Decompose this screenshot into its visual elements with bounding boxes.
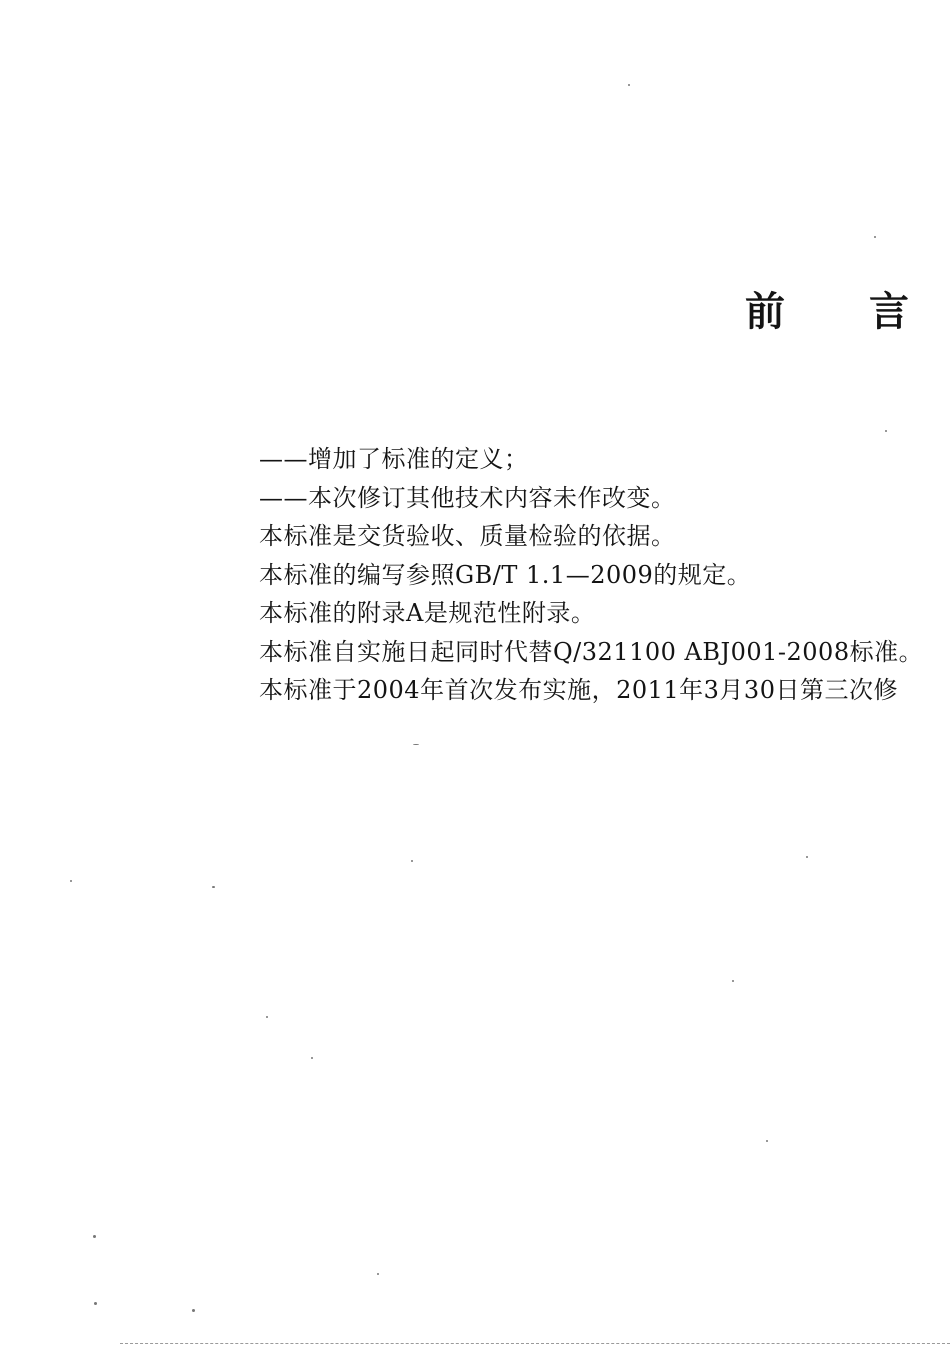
- preface-line-replaces-standard: 本标准自实施日起同时代替Q/321100 ABJ001-2008标准。: [259, 637, 924, 666]
- preface-body: [259, 440, 950, 710]
- scan-speck: [628, 84, 630, 86]
- scan-speck: [94, 1302, 97, 1305]
- scan-speck: [266, 1016, 268, 1018]
- scan-speck: [874, 236, 876, 238]
- scan-speck: [311, 1057, 313, 1059]
- page-title-char-2: 言: [869, 289, 909, 335]
- scan-speck: [766, 1140, 768, 1142]
- preface-line-added-definition: ——增加了标准的定义；: [259, 445, 529, 473]
- page-bottom-rule: [120, 1343, 950, 1344]
- scan-speck: [212, 886, 215, 888]
- scan-speck: [413, 744, 419, 745]
- scan-speck: [192, 1309, 195, 1312]
- scan-speck: [377, 1273, 379, 1275]
- preface-line-acceptance-basis: 本标准是交货验收、质量检验的依据。: [259, 522, 676, 550]
- scan-speck: [70, 880, 72, 882]
- scan-speck: [93, 1235, 96, 1238]
- preface-line-first-issue: 本标准于2004年首次发布实施，2011年3月30日第三次修: [259, 676, 898, 704]
- scan-speck: [411, 860, 413, 862]
- preface-line-drafting-reference: 本标准的编写参照GB/T 1.1—2009的规定。: [259, 560, 752, 589]
- preface-line-annex-a: 本标准的附录A是规范性附录。: [259, 599, 596, 627]
- preface-line-other-content-unchanged: ——本次修订其他技术内容未作改变。: [259, 483, 676, 512]
- scan-speck: [732, 980, 734, 982]
- scan-speck: [885, 430, 887, 432]
- page-title-char-1: 前: [745, 289, 785, 335]
- scan-speck: [806, 856, 808, 858]
- page-title: [745, 286, 909, 338]
